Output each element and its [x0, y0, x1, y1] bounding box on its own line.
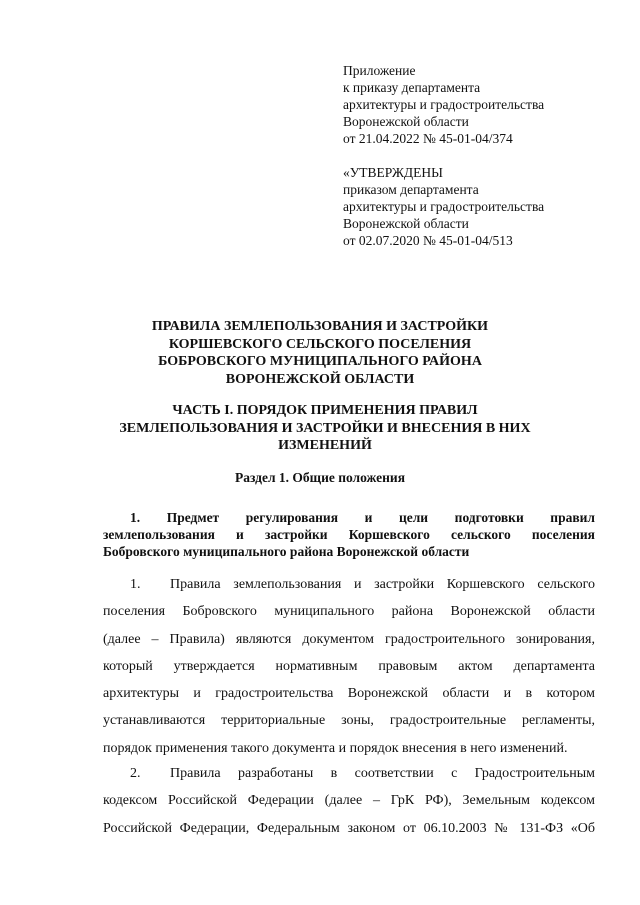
paragraph-line: поселения Бобровского муниципального района Воронежской области — [103, 604, 595, 620]
part-line: ИЗМЕНЕНИЙ — [278, 438, 372, 453]
paragraph-line: который утверждается нормативным правовым актом департамента — [103, 658, 595, 674]
article-heading-line: Бобровского муниципального района Воронежской области — [103, 544, 470, 559]
paragraph-line: Российской Федерации, Федеральным законом от 06.10.2003 № 131-ФЗ «Об — [103, 820, 595, 836]
paragraph-2 — [103, 760, 595, 842]
paragraph-number: 2. — [130, 766, 141, 781]
article-heading-line: землепользования и застройки Коршевского сельского поселения — [103, 527, 595, 542]
paragraph-1 — [103, 571, 595, 762]
title-line: КОРШЕВСКОГО СЕЛЬСКОГО ПОСЕЛЕНИЯ — [168, 336, 472, 352]
paragraph-line — [103, 760, 595, 787]
paragraph-text: Правила землепользования и застройки Коршевского сельского — [170, 577, 595, 592]
paragraph-text: Правила разработаны в соответствии с Градостроительным — [170, 766, 595, 781]
part-line: ЗЕМЛЕПОЛЬЗОВАНИЯ И ЗАСТРОЙКИ И ВНЕСЕНИЯ В НИХ — [119, 420, 531, 436]
paragraph-line: устанавливаются территориальные зоны, градостроительные регламенты, — [103, 713, 595, 729]
article-heading-line: 1. Предмет регулирования и цели подготовки правил — [130, 510, 595, 525]
paragraph-line: архитектуры и градостроительства Воронежской области и в котором — [103, 686, 595, 702]
appendix-block — [343, 62, 544, 249]
approved-line: Воронежской области — [343, 216, 469, 231]
appendix-line: архитектуры и градостроительства — [343, 97, 545, 112]
appendix-line: от 21.04.2022 № 45-01-04/374 — [343, 131, 513, 146]
spacer — [343, 147, 544, 164]
appendix-line: Воронежской области — [343, 114, 469, 129]
paragraph-line: кодексом Российской Федерации (далее – ГрК РФ), Земельным кодексом — [103, 793, 595, 809]
title-line: БОБРОВСКОГО МУНИЦИПАЛЬНОГО РАЙОНА — [158, 354, 482, 369]
paragraph-number: 1. — [130, 577, 141, 592]
title-line: ПРАВИЛА ЗЕМЛЕПОЛЬЗОВАНИЯ И ЗАСТРОЙКИ — [151, 319, 489, 334]
article-heading — [103, 509, 595, 560]
appendix-line: к приказу департамента — [343, 80, 481, 95]
part-heading — [110, 402, 540, 455]
appendix-line: Приложение — [343, 63, 416, 78]
approved-line: от 02.07.2020 № 45-01-04/513 — [343, 233, 513, 248]
paragraph-line: (далее – Правила) являются документом градостроительного зонирования, — [103, 631, 595, 647]
document-title — [100, 318, 540, 388]
paragraph-line: порядок применения такого документа и порядок внесения в него изменений. — [103, 740, 568, 756]
part-line: ЧАСТЬ I. ПОРЯДОК ПРИМЕНЕНИЯ ПРАВИЛ — [172, 403, 478, 418]
section-heading: Раздел 1. Общие положения — [234, 470, 406, 485]
approved-line: архитектуры и градостроительства — [343, 199, 545, 214]
paragraph-line — [103, 571, 595, 598]
approved-line: «УТВЕРЖДЕНЫ — [343, 165, 443, 180]
approved-line: приказом департамента — [343, 182, 479, 197]
title-line: ВОРОНЕЖСКОЙ ОБЛАСТИ — [225, 371, 415, 387]
